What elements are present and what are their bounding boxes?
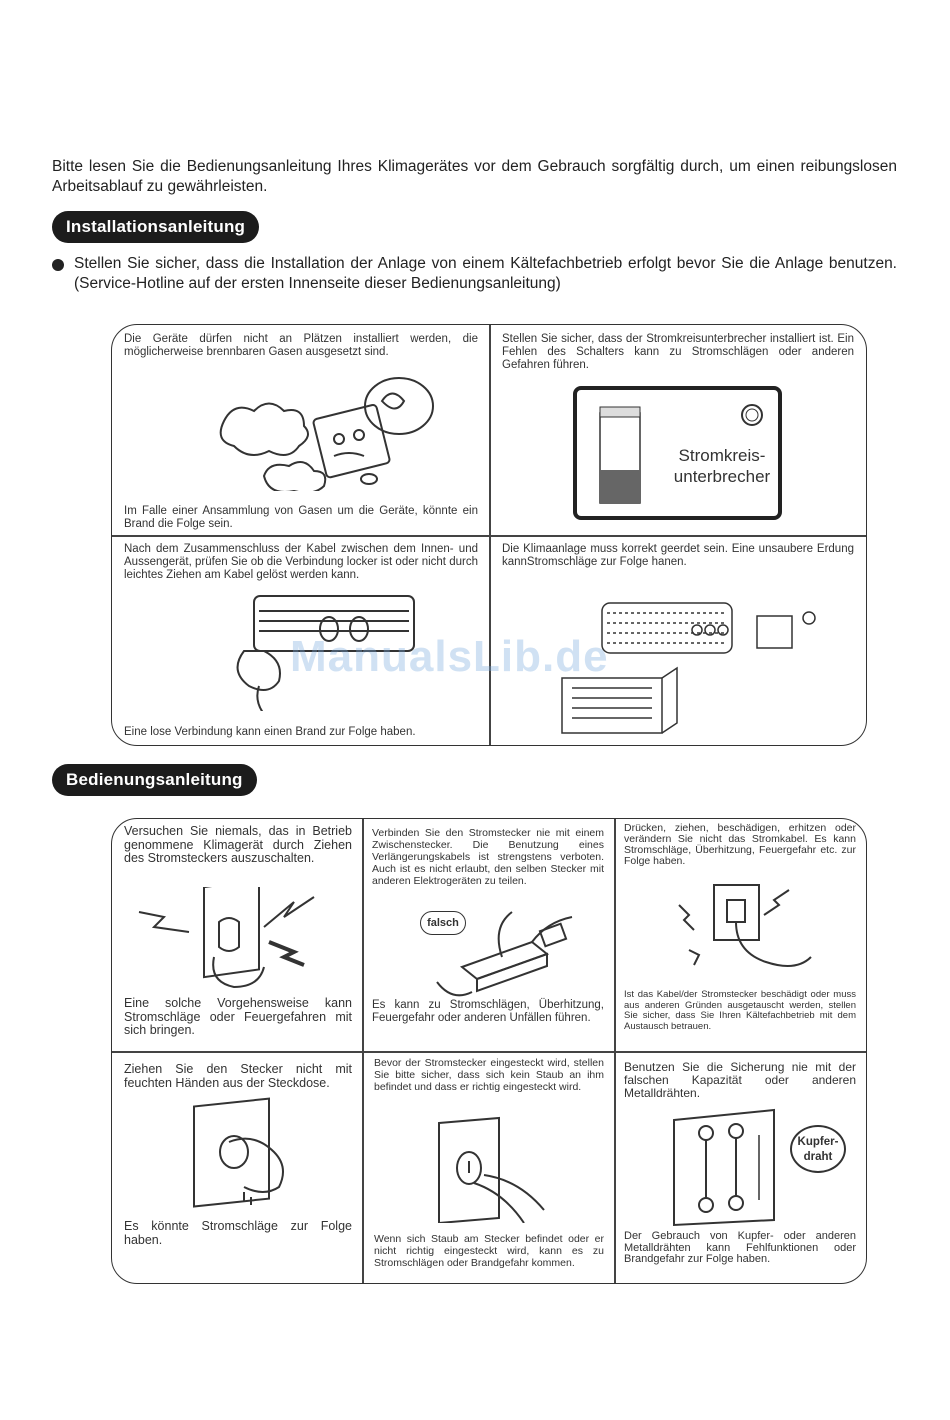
- watermark: ManualsLib.de: [290, 632, 609, 681]
- adapter-illustration: [412, 907, 592, 1007]
- wet-hand-plug-illustration: [189, 1097, 299, 1217]
- operation-cell-fuse: [624, 1061, 856, 1279]
- fuse-box-illustration: [664, 1105, 799, 1230]
- cell-text-top: Stellen Sie sicher, dass der Stromkreisunterbrecher installiert ist. Ein Fehlen des Schalters kann zu Stromschlägen oder anderen Gefahren führen.: [502, 333, 854, 371]
- operation-cell-no-pull: [124, 825, 352, 1049]
- cell-text-top: Die Klimaanlage muss korrekt geerdet sein. Eine unsaubere Erdung kannStromschläge zur Folge hanen.: [502, 543, 854, 568]
- cell-text-bottom: Es könnte Stromschläge zur Folge haben.: [124, 1219, 352, 1247]
- breaker-label: Stromkreis- unterbrecher: [673, 446, 771, 486]
- cell-text-top: Ziehen Sie den Stecker nicht mit feuchten Händen aus der Steckdose.: [124, 1062, 352, 1090]
- operation-cell-dust: [374, 1057, 604, 1279]
- kupferdraht-bubble: Kupfer- draht: [790, 1125, 846, 1173]
- plug-spark-illustration: [134, 887, 324, 992]
- operation-cell-wet-hands: [124, 1063, 352, 1279]
- cell-text-bottom: Es kann zu Stromschlägen, Überhitzung, Feuergefahr oder anderen Unfällen führen.: [372, 999, 604, 1024]
- damaged-cable-illustration: [669, 875, 819, 985]
- cell-text-top: Drücken, ziehen, beschädigen, erhitzen oder verändern Sie nicht das Stromkabel. Es kann Stromschläge, Überhitzung, Feuergefahr etc. zur Folge haben.: [624, 822, 856, 867]
- operation-cell-no-adapter: [372, 827, 604, 1051]
- cell-text-top: Verbinden Sie den Stromstecker nie mit einem Zwischenstecker. Die Benutzung eines Verlängerungskabels ist strengstens verboten. Auch ist es nicht erlaubt, den selben Stecker mit anderen Elektrogeräten zu teilen.: [372, 827, 604, 887]
- cell-text-top: Bevor der Stromstecker eingesteckt wird, stellen Sie bitte sicher, dass sich kein Staub an ihm befindet und dass er richtig eingesteckt wird.: [374, 1057, 604, 1093]
- dusty-plug-illustration: [429, 1113, 559, 1223]
- cell-text-top: Benutzen Sie die Sicherung nie mit der falschen Kapazität oder anderen Metalldrähten.: [624, 1060, 856, 1100]
- cell-text-top: Die Geräte dürfen nicht an Plätzen installiert werden, die möglicherweise brennbaren Gasen ausgesetzt sind.: [124, 333, 478, 358]
- operation-panel: [111, 818, 867, 1284]
- installation-panel: [111, 324, 867, 746]
- cell-text-top: Nach dem Zusammenschluss der Kabel zwischen dem Innen- und Aussengerät, prüfen Sie ob die Verbindung locker ist oder nicht durch leichtes Ziehen am Kabel gelöst werden kann.: [124, 543, 478, 581]
- section-title-installation: Installationsanleitung: [52, 211, 259, 243]
- intro-text: Bitte lesen Sie die Bedienungsanleitung Ihres Klimagerätes vor dem Gebrauch sorgfältig durch, um einen reibungslosen Arbeitsablauf zu gewährleisten.: [52, 158, 897, 195]
- install-cell-gases: [124, 333, 478, 533]
- cell-text-bottom: Der Gebrauch von Kupfer- oder anderen Metalldrähten kann Fehlfunktionen oder Brandgefahr zur Folge haben.: [624, 1230, 856, 1265]
- cell-text-top: Versuchen Sie niemals, das in Betrieb genommene Klimagerät durch Ziehen des Stromsteckers auszuschalten.: [124, 824, 352, 865]
- operation-cell-cable-care: [624, 823, 856, 1047]
- cell-text-bottom: Ist das Kabel/der Stromstecker beschädigt oder muss aus anderen Gründen ausgetauscht werden, stellen Sie sicher, dass Sie Ihren Kältefachbetrieb mit dem Austausch betrauen.: [624, 989, 856, 1032]
- bullet-icon: [52, 259, 64, 271]
- cell-text-bottom: Wenn sich Staub am Stecker befindet oder er nicht richtig eingesteckt wird, kann es zu Stromschlägen oder Brandgefahr kommen.: [374, 1233, 604, 1269]
- section-title-operation: Bedienungsanleitung: [52, 764, 257, 796]
- cell-text-bottom: Eine lose Verbindung kann einen Brand zur Folge haben.: [124, 726, 416, 738]
- install-cell-breaker: [502, 333, 854, 533]
- installation-bullet: [52, 254, 897, 294]
- cell-text-bottom: Im Falle einer Ansammlung von Gasen um die Geräte, könnte ein Brand die Folge sein.: [124, 505, 478, 530]
- falsch-bubble: falsch: [420, 911, 466, 935]
- bullet-text: Stellen Sie sicher, dass die Installation der Anlage von einem Kältefachbetrieb erfolgt bevor Sie die Anlage benutzen. (Service-Hotline auf der ersten Innenseite dieser Bedienungsanleitung): [74, 255, 897, 292]
- gas-cloud-illustration: [194, 371, 434, 491]
- cell-text-bottom: Eine solche Vorgehensweise kann Stromschläge oder Feuergefahren mit sich bringen.: [124, 996, 352, 1037]
